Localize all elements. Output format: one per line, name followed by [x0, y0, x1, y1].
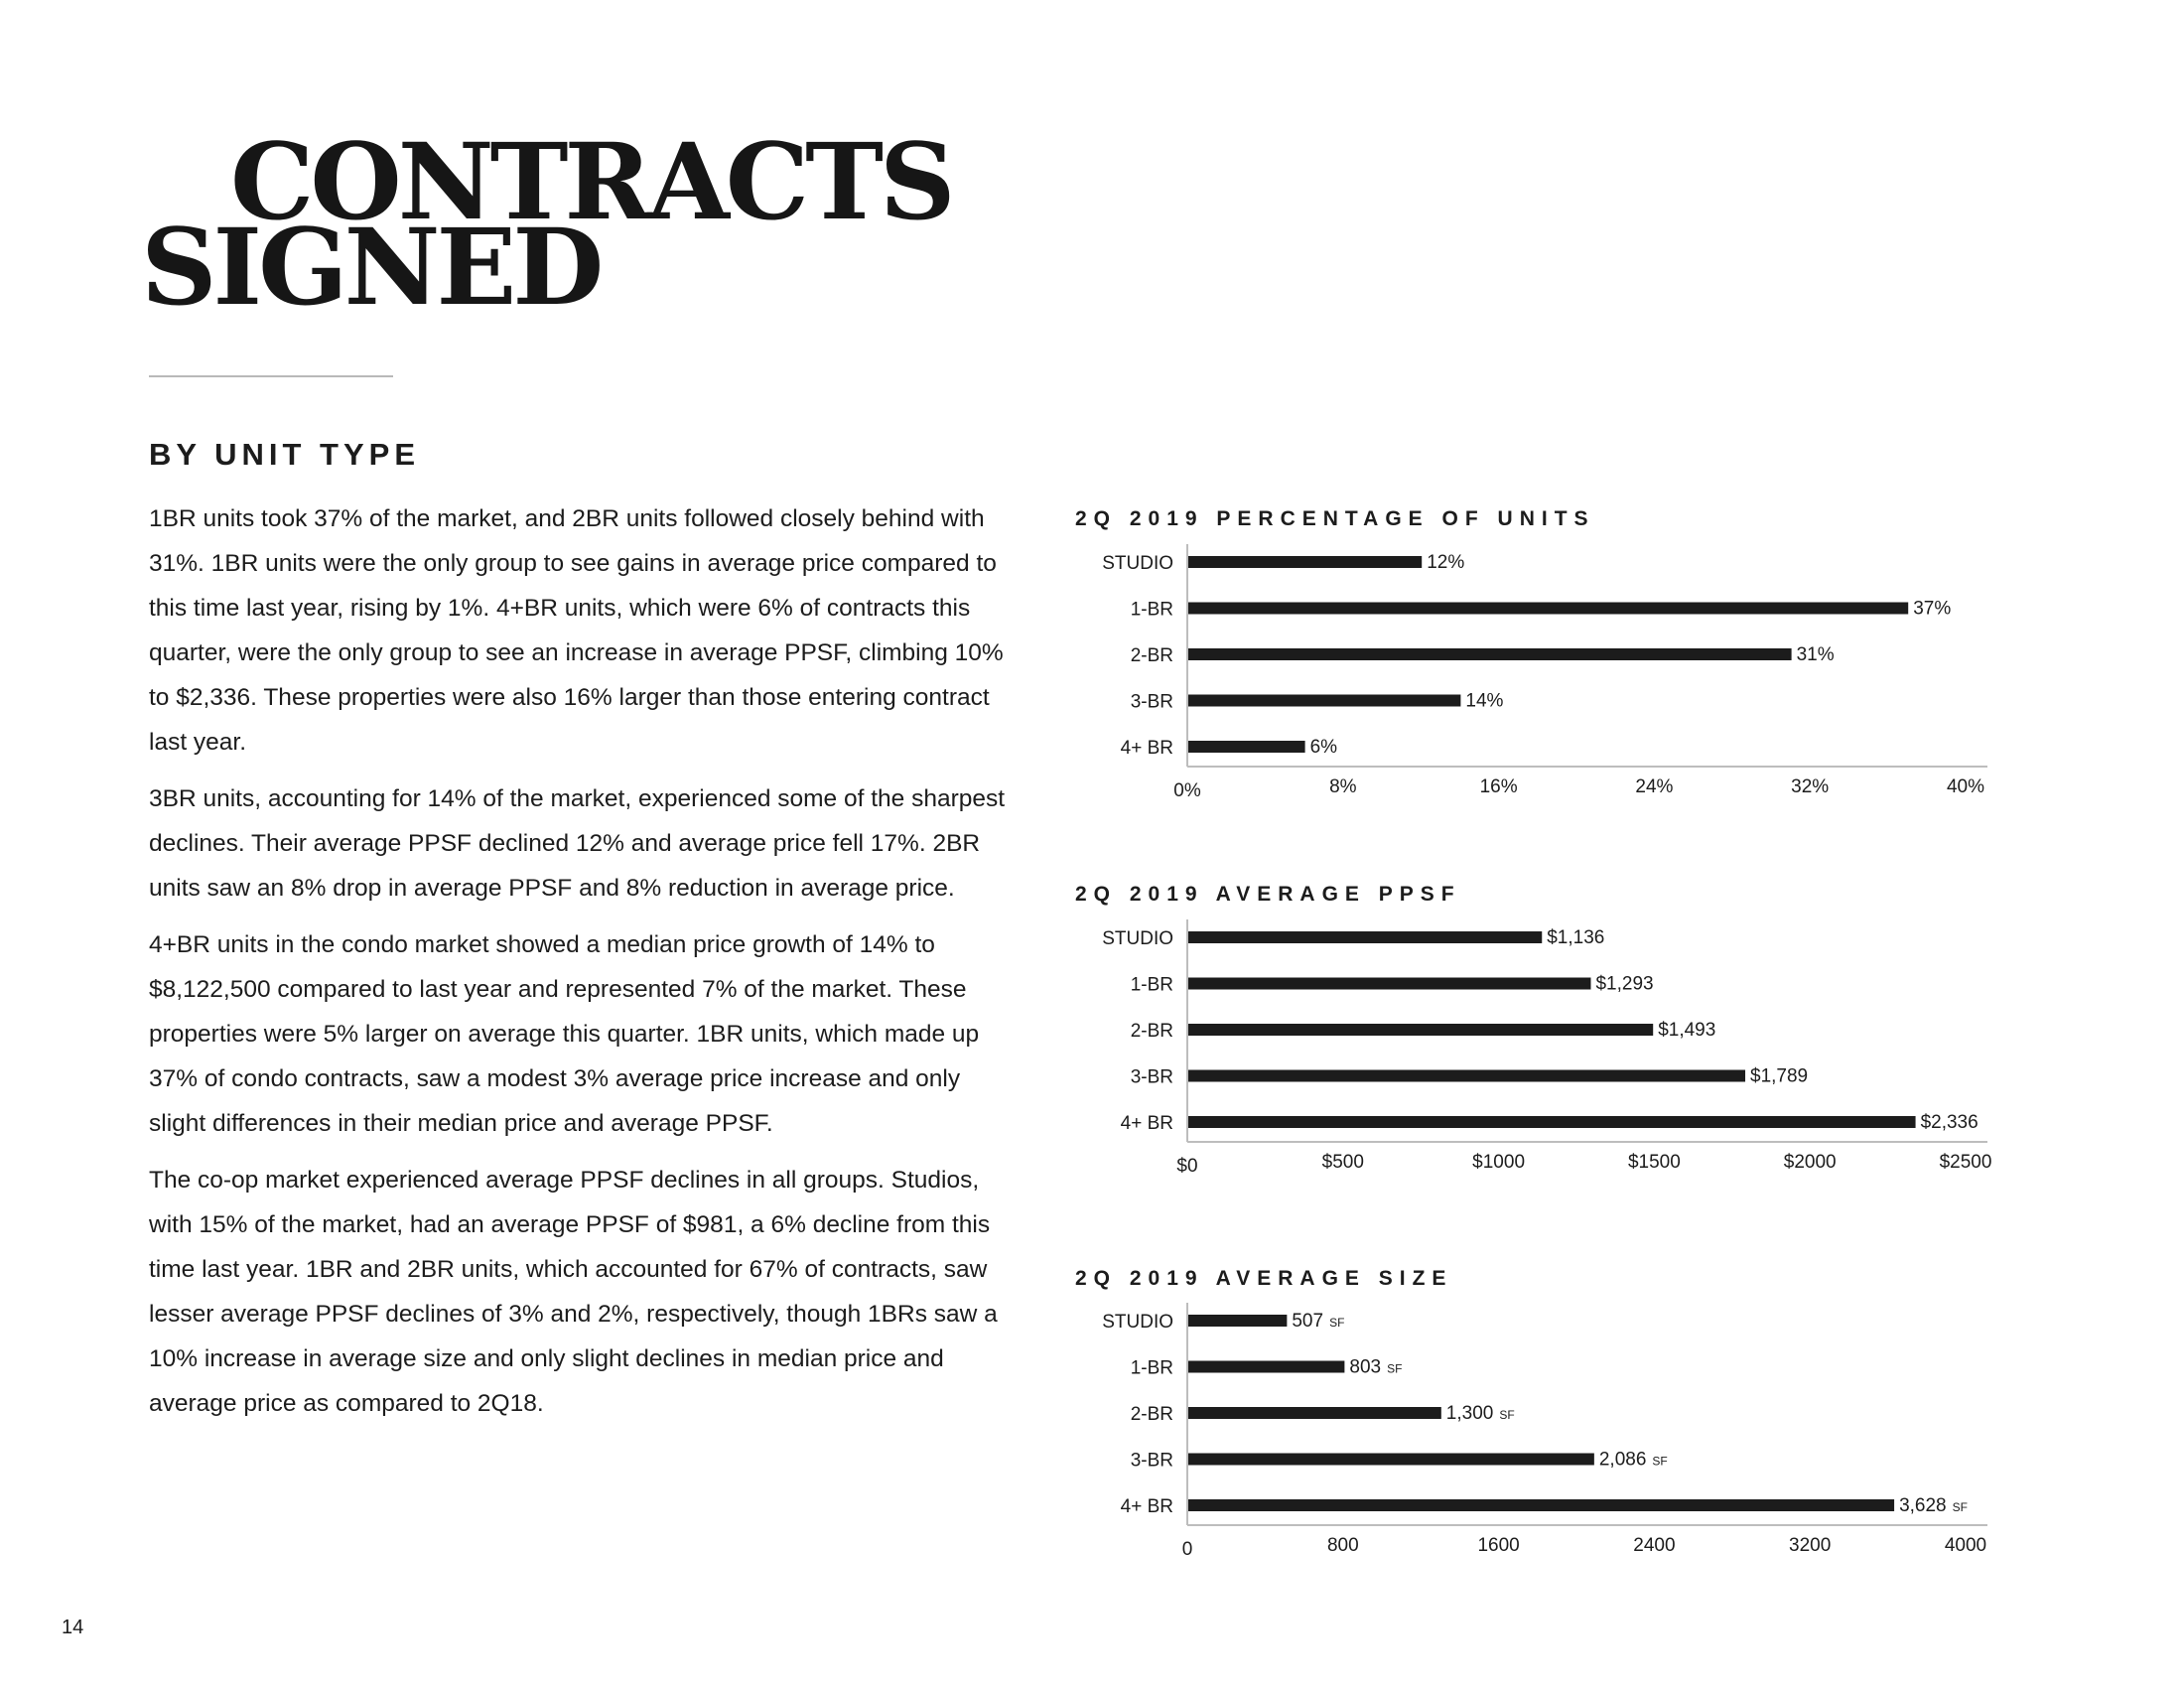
chart-average-ppsf: [1072, 919, 2005, 1190]
paragraph: 4+BR units in the condo market showed a median price growth of 14% to $8,122,500 compared to last year and represented 7% of the market. These properties were 5% larger on average this quarter. 1BR units, which made up 37% of condo contracts, saw a modest 3% average price increase and only slight differences in their median price and average PPSF.: [149, 931, 980, 1137]
category-label: 1-BR: [1130, 1357, 1173, 1379]
category-label: STUDIO: [1102, 928, 1173, 949]
bar: [1188, 1024, 1653, 1036]
value-label: $1,136: [1547, 927, 1605, 948]
bar: [1188, 1116, 1916, 1128]
tick-label: $2000: [1783, 1152, 1837, 1173]
category-label: 1-BR: [1130, 599, 1173, 621]
tick-label: 24%: [1635, 776, 1674, 797]
value-label: 1,300 SF: [1445, 1403, 1515, 1424]
value-label: 2,086 SF: [1598, 1449, 1668, 1471]
category-label: 4+ BR: [1120, 738, 1173, 759]
section-heading: BY UNIT TYPE: [149, 437, 421, 472]
page-title-line1: CONTRACTS: [230, 119, 952, 243]
bar: [1188, 1315, 1287, 1327]
tick-label: 40%: [1946, 776, 1985, 797]
tick-label: 0: [1181, 1539, 1193, 1560]
category-label: 2-BR: [1130, 645, 1173, 666]
page-title: [141, 119, 952, 329]
bar: [1188, 695, 1460, 707]
value-label: 37%: [1913, 598, 1952, 620]
category-label: 1-BR: [1130, 974, 1173, 996]
body-text: [149, 496, 1013, 1438]
tick-label: $500: [1321, 1152, 1364, 1173]
value-label: $1,293: [1595, 973, 1654, 995]
value-label: 31%: [1796, 644, 1835, 665]
chart-title-average-size: 2Q 2019 AVERAGE SIZE: [1075, 1267, 1453, 1290]
tick-label: 8%: [1329, 776, 1357, 797]
value-label: 6%: [1309, 737, 1338, 758]
value-label: 14%: [1465, 690, 1504, 712]
bar: [1188, 603, 1908, 615]
bar: [1188, 1499, 1894, 1511]
bar: [1188, 931, 1542, 943]
bar: [1188, 741, 1305, 753]
chart-average-size: [1072, 1303, 2005, 1573]
tick-label: $2500: [1939, 1152, 1992, 1173]
tick-label: $1000: [1472, 1152, 1526, 1173]
value-label: $1,789: [1750, 1065, 1809, 1087]
tick-label: $0: [1176, 1156, 1198, 1177]
value-label: 803 SF: [1349, 1356, 1403, 1378]
value-label: $1,493: [1658, 1020, 1716, 1041]
bar: [1188, 1407, 1441, 1419]
page-number: 14: [62, 1617, 84, 1638]
category-label: 3-BR: [1130, 1066, 1173, 1088]
value-label: $2,336: [1920, 1112, 1979, 1133]
value-label: 12%: [1427, 552, 1465, 573]
value-label: 3,628 SF: [1899, 1495, 1968, 1516]
tick-label: $1500: [1627, 1152, 1681, 1173]
paragraph: 3BR units, accounting for 14% of the market, experienced some of the sharpest declines. Their average PPSF declined 12% and average price fell 17%. 2BR units saw an 8% drop in average PPSF and 8% reduction in average price.: [149, 785, 1006, 902]
category-label: 4+ BR: [1120, 1113, 1173, 1134]
bar: [1188, 978, 1590, 990]
tick-label: 3200: [1789, 1535, 1832, 1556]
category-label: 4+ BR: [1120, 1496, 1173, 1517]
value-label: 507 SF: [1292, 1311, 1345, 1332]
bar: [1188, 648, 1792, 660]
title-divider: [149, 375, 393, 377]
category-label: 3-BR: [1130, 691, 1173, 713]
paragraph: 1BR units took 37% of the market, and 2BR units followed closely behind with 31%. 1BR units were the only group to see gains in average price compared to this time last year, rising by 1%. 4+BR units, which were 6% of contracts this quarter, were the only group to see an increase in average PPSF, climbing 10% to $2,336. These properties were also 16% larger than those entering contract last year.: [149, 505, 1004, 756]
bar: [1188, 1454, 1594, 1466]
category-label: STUDIO: [1102, 553, 1173, 574]
bar: [1188, 1361, 1344, 1373]
tick-label: 16%: [1479, 776, 1518, 797]
paragraph: The co-op market experienced average PPSF declines in all groups. Studios, with 15% of the market, had an average PPSF of $981, a 6% decline from this time last year. 1BR and 2BR units, which accounted for 67% of contracts, saw lesser average PPSF declines of 3% and 2%, respectively, though 1BRs saw a 10% increase in average size and only slight declines in median price and average price as compared to 2Q18.: [149, 1167, 998, 1417]
page-title-line2: SIGNED: [141, 205, 601, 329]
tick-label: 1600: [1477, 1535, 1520, 1556]
tick-label: 800: [1326, 1535, 1359, 1556]
bar: [1188, 556, 1422, 568]
category-label: 2-BR: [1130, 1021, 1173, 1042]
bar: [1188, 1070, 1745, 1082]
tick-label: 2400: [1633, 1535, 1676, 1556]
tick-label: 32%: [1791, 776, 1830, 797]
chart-percentage-units: [1072, 544, 2005, 814]
category-label: STUDIO: [1102, 1312, 1173, 1333]
category-label: 2-BR: [1130, 1404, 1173, 1425]
tick-label: 4000: [1944, 1535, 1987, 1556]
category-label: 3-BR: [1130, 1450, 1173, 1472]
chart-title-percentage-units: 2Q 2019 PERCENTAGE OF UNITS: [1075, 507, 1595, 530]
tick-label: 0%: [1173, 780, 1201, 801]
chart-title-average-ppsf: 2Q 2019 AVERAGE PPSF: [1075, 883, 1461, 906]
